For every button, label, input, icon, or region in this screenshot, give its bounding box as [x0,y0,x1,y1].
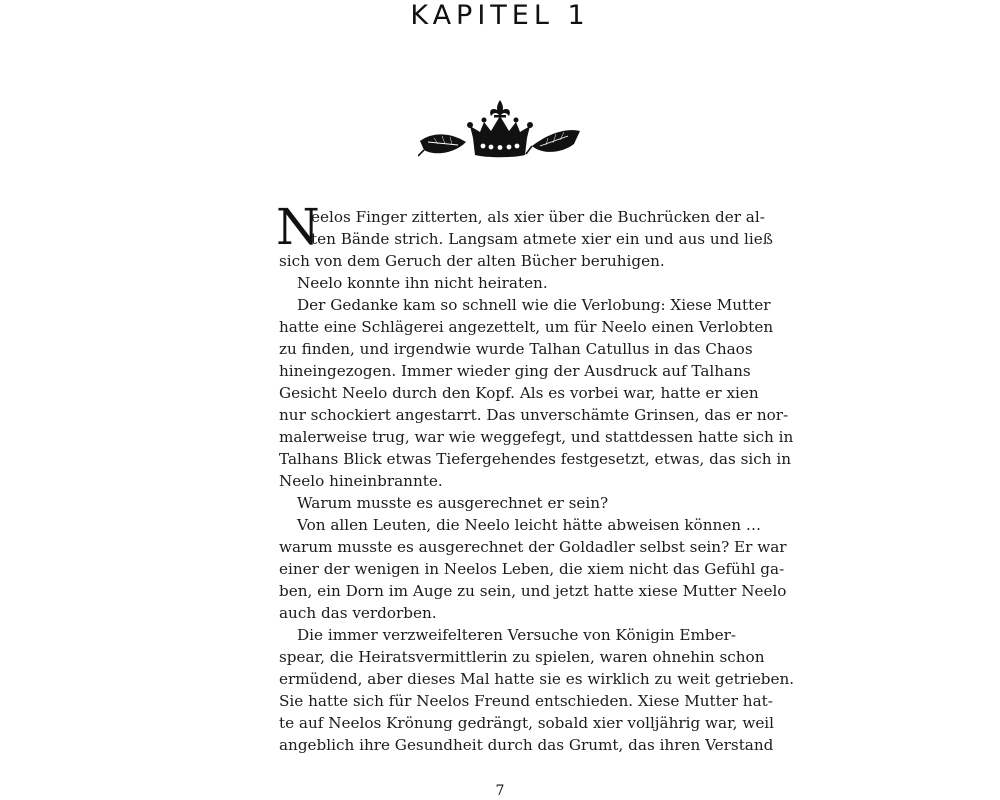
text-line: ben, ein Dorn im Auge zu sein, und jetzt hatte xiese Mutter Neelo [279,582,787,600]
page-number: 7 [495,783,505,799]
drop-cap: N [276,198,320,256]
crown-with-feathers-ornament-icon [418,98,582,160]
text-line: hineingezogen. Immer wieder ging der Ausdruck auf Talhans [279,362,751,380]
text-line: angeblich ihre Gesundheit durch das Grumt, das ihren Verstand [279,736,774,754]
text-line: hatte eine Schlägerei angezettelt, um für Neelo einen Verlobten [279,318,774,336]
text-line: ermüdend, aber dieses Mal hatte sie es wirklich zu weit getrieben. [279,670,795,688]
text-line: ten Bände strich. Langsam atmete xier ein und aus und ließ [311,230,773,248]
text-line: Talhans Blick etwas Tiefergehendes festgesetzt, etwas, das sich in [279,450,791,468]
text-line: zu finden, und irgendwie wurde Talhan Catullus in das Chaos [279,340,753,358]
text-line: Warum musste es ausgerechnet er sein? [297,494,609,512]
text-line: malerweise trug, war wie weggefegt, und stattdessen hatte sich in [279,428,794,446]
text-line: auch das verdorben. [279,604,437,622]
chapter-title: KAPITEL 1 [410,0,590,31]
text-line: eelos Finger zitterten, als xier über die Buchrücken der al- [311,208,765,226]
text-line: te auf Neelos Krönung gedrängt, sobald xier volljährig war, weil [279,714,775,732]
text-line: Neelo konnte ihn nicht heiraten. [297,274,548,292]
text-line: Neelo hineinbrannte. [279,472,443,490]
text-line: spear, die Heiratsvermittlerin zu spielen, waren ohnehin schon [279,648,765,666]
text-line: einer der wenigen in Neelos Leben, die xiem nicht das Gefühl ga- [279,560,785,578]
text-line: nur schockiert angestarrt. Das unverschämte Grinsen, das er nor- [279,406,789,424]
text-line: Die immer verzweifelteren Versuche von Königin Ember- [297,626,737,644]
chapter-body-text [276,198,795,756]
text-line: Der Gedanke kam so schnell wie die Verlobung: Xiese Mutter [297,296,771,314]
text-line: Von allen Leuten, die Neelo leicht hätte abweisen können … [297,516,762,534]
text-line: warum musste es ausgerechnet der Goldadler selbst sein? Er war [279,538,787,556]
text-line: Gesicht Neelo durch den Kopf. Als es vorbei war, hatte er xien [279,384,759,402]
text-line: sich von dem Geruch der alten Bücher beruhigen. [279,252,665,270]
text-line: Sie hatte sich für Neelos Freund entschieden. Xiese Mutter hat- [279,692,773,710]
